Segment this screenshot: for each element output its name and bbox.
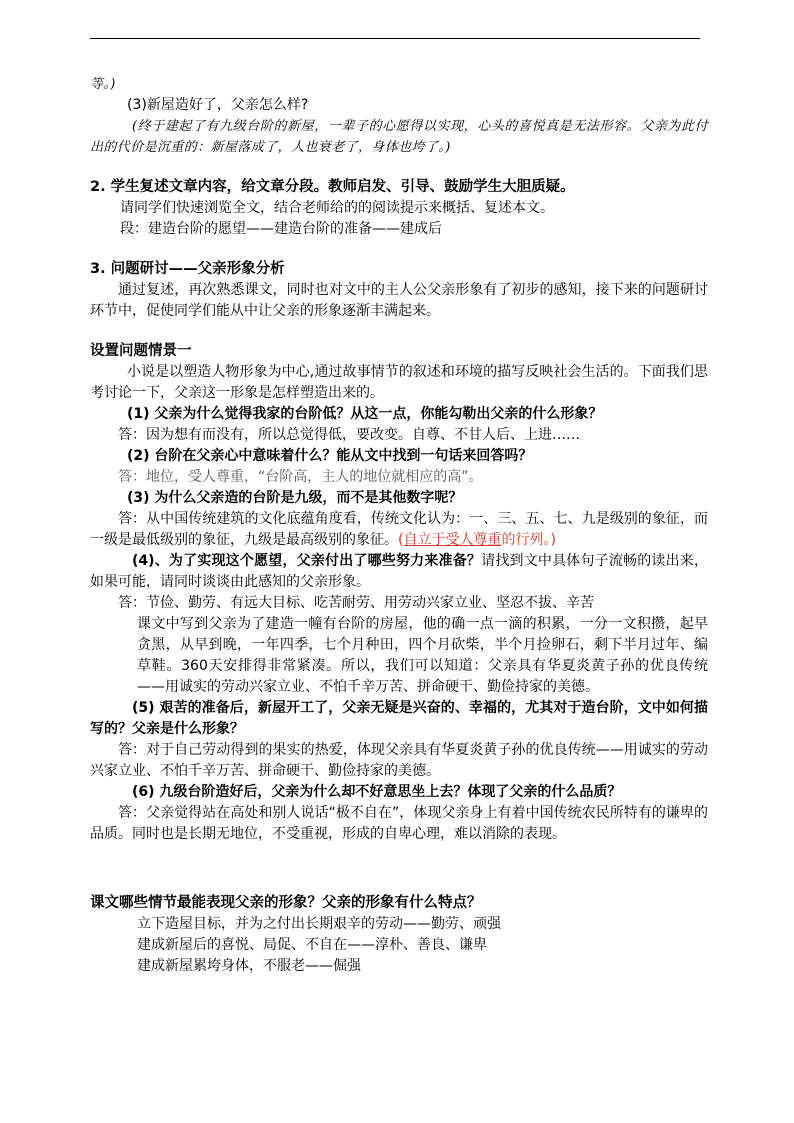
- question-4: [90, 551, 708, 593]
- continued-text: 等。): [90, 77, 116, 92]
- scenario-heading: 设置问题情景一: [90, 343, 192, 359]
- question-3-new-house: (3)新屋造好了，父亲怎么样?: [127, 97, 309, 113]
- document-page: [90, 74, 708, 977]
- question-1: (1) 父亲为什么觉得我家的台阶低？从这一点，你能勾勒出父亲的什么形象？: [127, 406, 603, 422]
- question-3: (3) 为什么父亲造的台阶是九级，而不是其他数字呢？: [127, 490, 463, 506]
- question-2: (2) 台阶在父亲心中意味着什么？能从文中找到一句话来回答吗？: [127, 448, 533, 464]
- answer-3-note-open: (: [398, 532, 404, 548]
- question-5: (5) 艰苦的准备后，新屋开工了，父亲无疑是兴奋的、幸福的，尤其对于造台阶，文中如何描写的？父亲是什么形象？: [90, 700, 708, 737]
- answer-3-note-underline-1: 自立于: [403, 532, 446, 548]
- answer-4-explanation: 课文中写到父亲为了建造一幢有台阶的房屋，他的确一点一滴的积累，一分一文积攒，起早贪黑，从早到晚，一年四季，七个月种田，四个月砍柴，半个月捡卵石，剩下半月过年、编草鞋。360天安排得非常紧凑。所以，我们可以知道：父亲具有华夏炎黄子孙的优良传统——用诚实的劳动兴家立业、不怕千辛万苦、拼命硬干、勤俭持家的美德。: [137, 616, 708, 695]
- final-point-1: 立下造屋目标，并为之付出长期艰辛的劳动——勤劳、顽强: [137, 916, 501, 932]
- answer-6: 答：父亲觉得站在高处和别人说话“极不自在”，体现父亲身上有着中国传统农民所特有的谦卑的品质。同时也是长期无地位，不受重视，形成的自卑心理，难以消除的表现。: [90, 805, 708, 842]
- answer-4: 答：节俭、勤劳、有远大目标、吃苦耐劳、用劳动兴家立业、坚忍不拔、辛苦: [118, 595, 594, 611]
- section-2-paragraph-1: 请同学们快速浏览全文，结合老师给的的阅读提示来概括、复述本文。: [120, 200, 554, 216]
- section-2-heading: 2. 学生复述文章内容，给文章分段。教师启发、引导、鼓励学生大胆质疑。: [90, 179, 575, 195]
- question-4-bold: (4)、为了实现这个愿望，父亲付出了哪些努力来准备？: [132, 553, 482, 569]
- final-point-2: 建成新屋后的喜悦、局促、不自在——淳朴、善良、谦卑: [137, 937, 487, 953]
- question-6: (6) 九级台阶造好后，父亲为什么却不好意思坐上去？体现了父亲的什么品质？: [132, 784, 622, 800]
- section-3-paragraph: 通过复述，再次熟悉课文，同时也对文中的主人公父亲形象有了初步的感知，接下来的问题研讨环节中，促使同学们能从中让父亲的形象逐渐丰满起来。: [90, 282, 708, 319]
- final-question-heading: 课文哪些情节最能表现父亲的形象？父亲的形象有什么特点？: [90, 895, 482, 911]
- question-4-rest: 请找到文中具体句子流畅的读出来，如果可能，请同时谈谈由此感知的父亲形象。: [90, 553, 708, 590]
- answer-3-note-end: 的行列。): [501, 532, 556, 548]
- answer-3-new-house: (终于建起了有九级台阶的新屋，一辈子的心愿得以实现，心头的喜悦真是无法形容。父亲为此付出的代价是沉重的：新屋落成了，人也衰老了，身体也垮了。): [90, 119, 708, 155]
- answer-3-text: 答：从中国传统建筑的文化底蕴角度看，传统文化认为：一、三、五、七、九是级别的象征，而一级是最低级别的象征，九级是最高级别的象征。: [90, 511, 708, 548]
- answer-5: 答：对于自己劳动得到的果实的热爱，体现父亲具有华夏炎黄子孙的优良传统——用诚实的劳动兴家立业、不怕千辛万苦、拼命硬干、勤俭持家的美德。: [90, 742, 708, 779]
- header-rule: [90, 38, 700, 39]
- final-point-3: 建成新屋累垮身体，不服老——倔强: [137, 958, 361, 974]
- section-2-paragraph-2: 段：建造台阶的愿望——建造台阶的准备——建成后: [120, 221, 442, 237]
- answer-2: 答：地位，受人尊重，“台阶高，主人的地位就相应的高”。: [118, 469, 483, 485]
- answer-3-note-underline-2: 受人尊重: [445, 532, 502, 548]
- answer-3: [90, 509, 708, 551]
- answer-1: 答：因为想有而没有，所以总觉得低，要改变。自尊、不甘人后、上进……: [118, 427, 580, 443]
- section-3-heading: 3. 问题研讨——父亲形象分析: [90, 261, 285, 277]
- scenario-intro: 小说是以塑造人物形象为中心,通过故事情节的叙述和环境的描写反映社会生活的。下面我们思考讨论一下，父亲这一形象是怎样塑造出来的。: [90, 364, 708, 401]
